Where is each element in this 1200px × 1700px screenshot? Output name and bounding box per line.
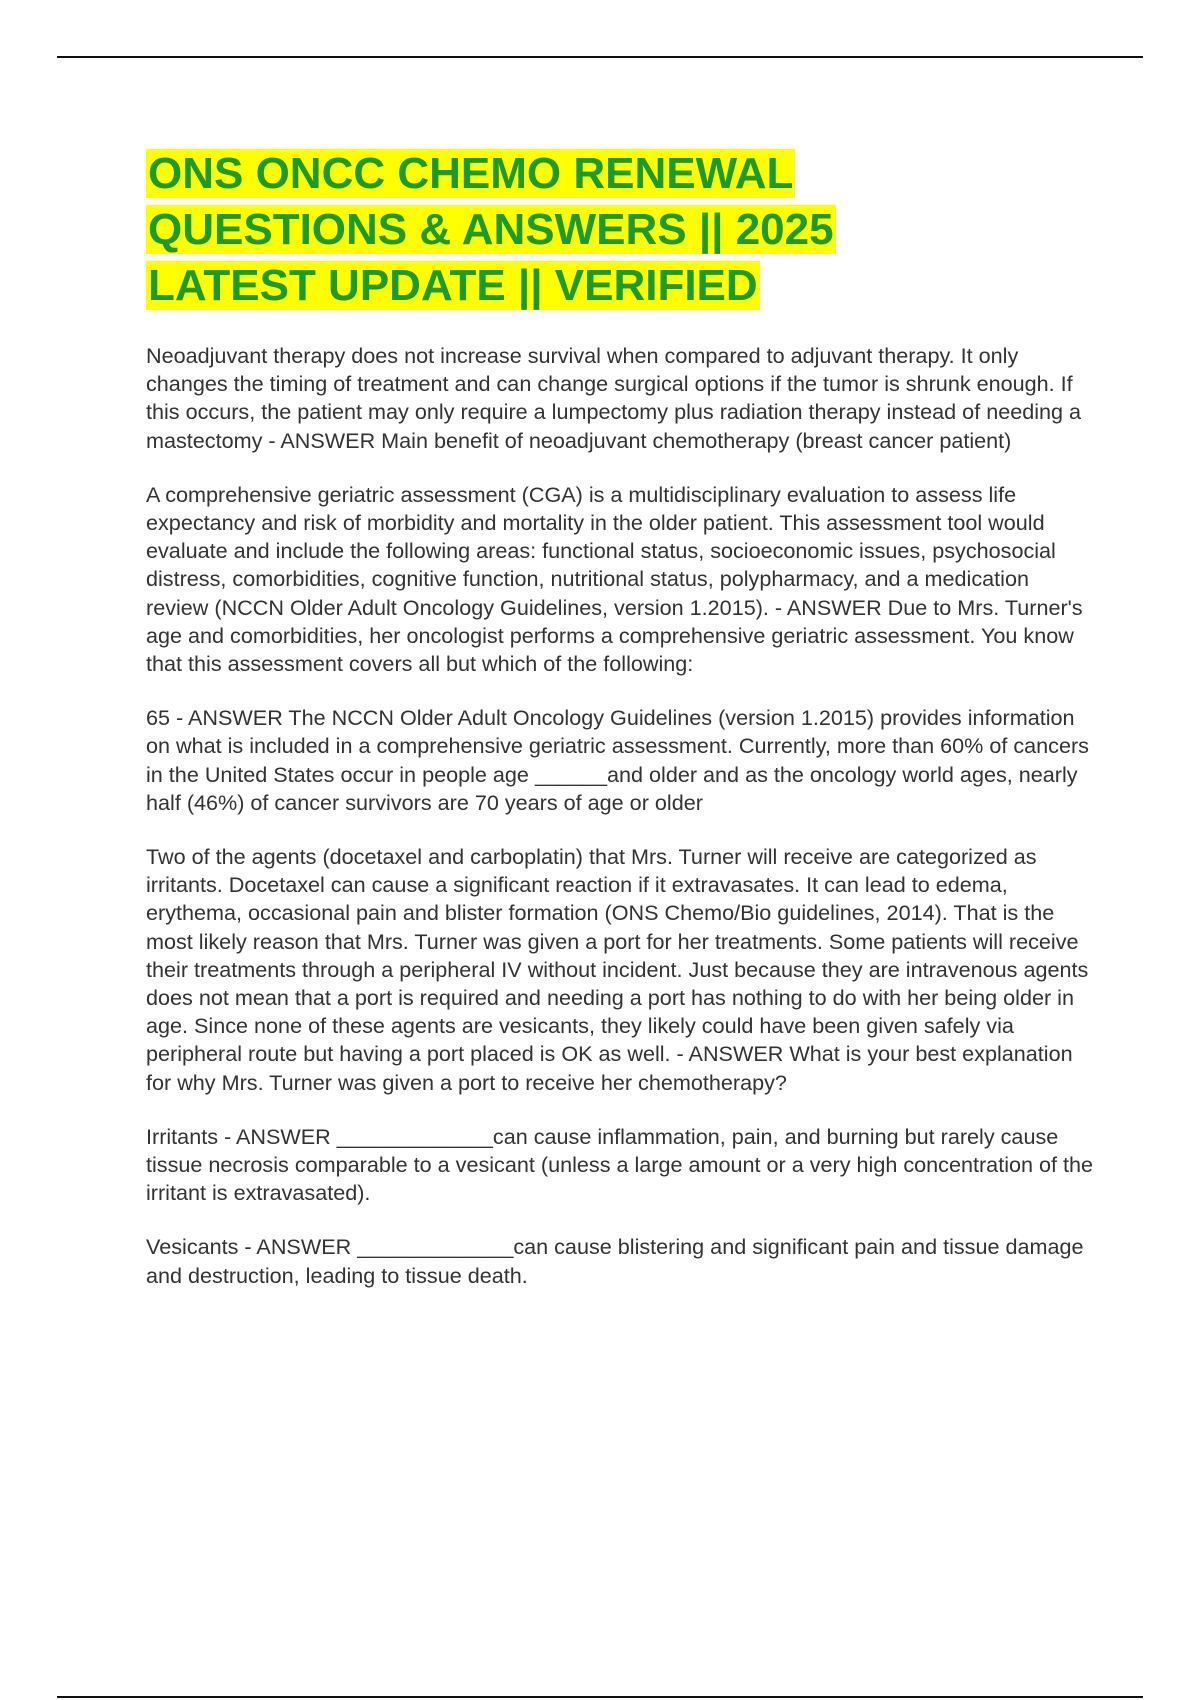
title-line-2: QUESTIONS & ANSWERS || 2025 <box>148 205 834 254</box>
title-line-3: LATEST UPDATE || VERIFIED <box>148 261 758 310</box>
header-rule <box>57 56 1143 58</box>
qa-paragraph-irritants: Irritants - ANSWER _____________can cause inflammation, pain, and burning but rarely cause tissue necrosis comparable to a vesicant (unless a large amount or a very high concentration of the irritant is extravasated). <box>146 1123 1094 1206</box>
qa-paragraph-geriatric-assessment: A comprehensive geriatric assessment (CGA) is a multidisciplinary evaluation to assess life expectancy and risk of morbidity and mortality in the older patient. This assessment tool would evaluate and include the following areas: functional status, socioeconomic issues, psychosocial distress, comorbidities, cognitive function, nutritional status, polypharmacy, and a medication review (NCCN Older Adult Oncology Guidelines, version 1.2015). - ANSWER Due to Mrs. Turner's age and comorbidities, her oncologist performs a comprehensive geriatric assessment. You know that this assessment covers all but which of the following: <box>146 481 1083 677</box>
qa-paragraph-vesicants: Vesicants - ANSWER _____________can cause blistering and significant pain and tissue damage and destruction, leading to tissue death. <box>146 1234 1084 1288</box>
qa-paragraph-age-65: 65 - ANSWER The NCCN Older Adult Oncology Guidelines (version 1.2015) provides information on what is included in a comprehensive geriatric assessment. Currently, more than 60% of cancers in the United States occur in people age ______and older and as the oncology world ages, nearly half (46%) of cancer survivors are 70 years of age or older <box>146 705 1089 815</box>
document-content <box>146 146 1096 1316</box>
footer-rule <box>57 1696 1143 1698</box>
qa-paragraph-port: Two of the agents (docetaxel and carboplatin) that Mrs. Turner will receive are categorized as irritants. Docetaxel can cause a significant reaction if it extravasates. It can lead to edema, erythema, occasional pain and blister formation (ONS Chemo/Bio guidelines, 2014). That is the most likely reason that Mrs. Turner was given a port for her treatments. Some patients will receive their treatments through a peripheral IV without incident. Just because they are intravenous agents does not mean that a port is required and needing a port has nothing to do with her being older in age. Since none of these agents are vesicants, they likely could have been given safely via peripheral route but having a port placed is OK as well. - ANSWER What is your best explanation for why Mrs. Turner was given a port to receive her chemotherapy? <box>146 844 1089 1095</box>
qa-paragraph-neoadjuvant: Neoadjuvant therapy does not increase survival when compared to adjuvant therapy. It only changes the timing of treatment and can change surgical options if the tumor is shrunk enough. If this occurs, the patient may only require a lumpectomy plus radiation therapy instead of needing a mastectomy - ANSWER Main benefit of neoadjuvant chemotherapy (breast cancer patient) <box>146 343 1082 453</box>
document-title <box>146 146 1096 314</box>
title-line-1: ONS ONCC CHEMO RENEWAL <box>148 149 794 198</box>
